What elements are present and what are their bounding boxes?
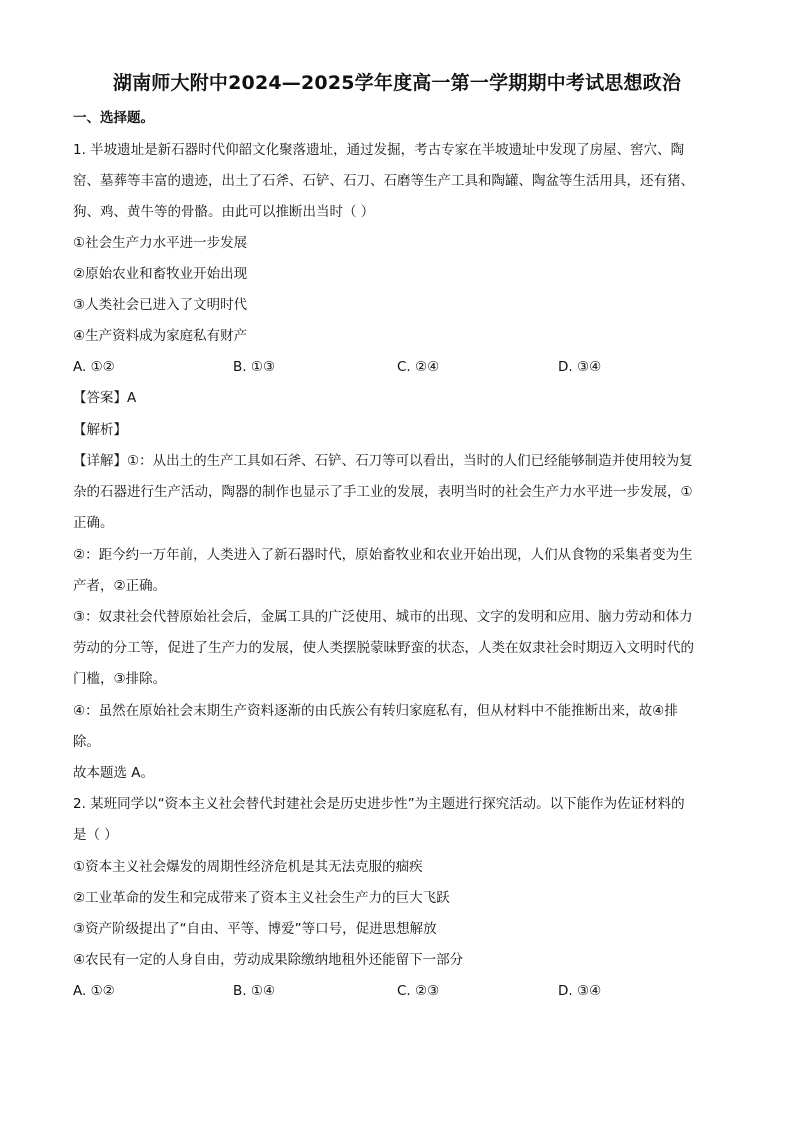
q1-option-a: A. ①② (73, 359, 115, 375)
q2-stem-line-1: 2. 某班同学以“资本主义社会替代封建社会是历史进步性”为主题进行探究活动。以下能作为佐证材料的 (73, 796, 685, 812)
q2-item-2: ②工业革命的发生和完成带来了资本主义社会生产力的巨大飞跃 (73, 890, 450, 906)
q1-detail-line-9: ④：虽然在原始社会末期生产资料逐渐的由氏族公有转归家庭私有，但从材料中不能推断出来，故④排 (73, 703, 678, 719)
section-heading: 一、选择题。 (73, 110, 154, 126)
q1-item-4: ④生产资料成为家庭私有财产 (73, 328, 248, 344)
q1-item-3: ③人类社会已进入了文明时代 (73, 297, 248, 313)
q1-stem-line-1: 1. 半坡遗址是新石器时代仰韶文化聚落遗址，通过发掘，考古专家在半坡遗址中发现了房屋、窖穴、陶 (73, 142, 685, 158)
q1-detail-line-4: ②：距今约一万年前，人类进入了新石器时代，原始畜牧业和农业开始出现，人们从食物的采集者变为生 (73, 547, 693, 563)
q1-detail-line-3: 正确。 (73, 515, 114, 531)
q1-answer: 【答案】A (73, 390, 137, 406)
q1-analysis-label: 【解析】 (73, 422, 127, 438)
q1-detail-line-2: 杂的石器进行生产活动，陶器的制作也显示了手工业的发展，表明当时的社会生产力水平进一步发展，① (73, 484, 693, 500)
q2-item-3: ③资产阶级提出了“自由、平等、博爱”等口号，促进思想解放 (73, 921, 437, 937)
q2-option-d: D. ③④ (558, 983, 602, 999)
q1-detail-line-6: ③：奴隶社会代替原始社会后，金属工具的广泛使用、城市的出现、文字的发明和应用、脑力劳动和体力 (73, 609, 693, 625)
q1-stem-line-2: 窑、墓葬等丰富的遗迹，出土了石斧、石铲、石刀、石磨等生产工具和陶罐、陶盆等生活用具，还有猪、 (73, 173, 694, 189)
q1-item-1: ①社会生产力水平进一步发展 (73, 235, 248, 251)
q2-option-c: C. ②③ (397, 983, 440, 999)
q1-detail-line-8: 门槛，③排除。 (73, 671, 167, 687)
q1-stem-line-3: 狗、鸡、黄牛等的骨骼。由此可以推断出当时（ ） (73, 204, 375, 220)
q1-detail-line-7: 劳动的分工等，促进了生产力的发展，使人类摆脱蒙昧野蛮的状态，人类在奴隶社会时期迈入文明时代的 (73, 640, 694, 656)
q2-option-b: B. ①④ (233, 983, 276, 999)
q2-option-a: A. ①② (73, 983, 115, 999)
q1-options (73, 357, 723, 377)
q1-detail-line-1: 【详解】①：从出土的生产工具如石斧、石铲、石刀等可以看出，当时的人们已经能够制造并使用较为复 (73, 453, 693, 469)
exam-title: 湖南师大附中2024—2025学年度高一第一学期期中考试思想政治 (112, 72, 682, 94)
q1-option-b: B. ①③ (233, 359, 276, 375)
q2-item-4: ④农民有一定的人身自由，劳动成果除缴纳地租外还能留下一部分 (73, 952, 464, 968)
q2-item-1: ①资本主义社会爆发的周期性经济危机是其无法克服的痼疾 (73, 859, 423, 875)
q2-stem-line-2: 是（ ） (73, 827, 118, 843)
q1-option-d: D. ③④ (558, 359, 602, 375)
q1-detail-line-5: 产者，②正确。 (73, 578, 167, 594)
q1-conclusion: 故本题选 A。 (73, 765, 155, 781)
q1-item-2: ②原始农业和畜牧业开始出现 (73, 266, 248, 282)
q1-detail-line-10: 除。 (73, 734, 100, 750)
q1-option-c: C. ②④ (397, 359, 440, 375)
q2-options (73, 981, 723, 1001)
